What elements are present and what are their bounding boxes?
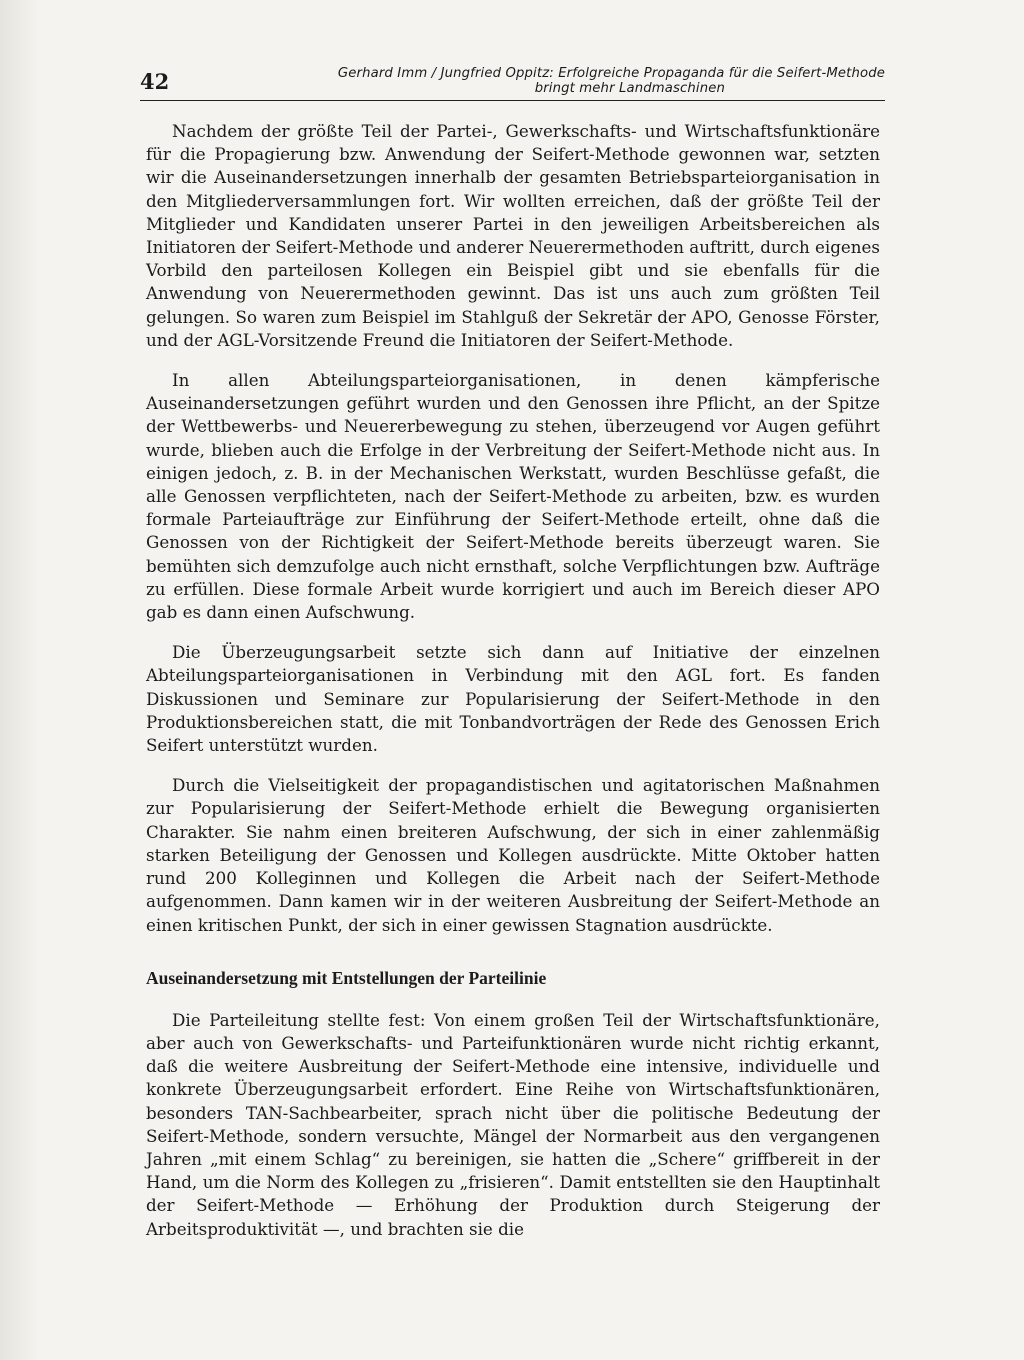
page-number: 42 (140, 69, 170, 94)
paragraph-1: Nachdem der größte Teil der Partei-, Gewerkschafts- und Wirtschaftsfunktionäre für die Propagierung bzw. Anwendung der Seifert-Methode gewonnen war, setzten wir die Auseinandersetzungen innerhalb der gesamten Betriebsparteiorganisation in den Mitgliederversammlungen fort. Wir wollten erreichen, daß der größte Teil der Mitglieder und Kandidaten unserer Partei in den jeweiligen Arbeitsbereichen als Initiatoren der Seifert-Methode und anderer Neuerermethoden auftritt, durch eigenes Vorbild den parteilosen Kollegen ein Beispiel gibt und sie ebenfalls für die Anwendung von Neuerermethoden gewinnt. Das ist uns auch zum größten Teil gelungen. So waren zum Beispiel im Stahlguß der Sekretär der APO, Genosse Förster, und der AGL-Vorsitzende Freund die Initiatoren der Seifert-Methode. (146, 121, 880, 350)
section-heading: Auseinandersetzung mit Entstellungen der Parteilinie (146, 967, 547, 988)
page-header (140, 66, 885, 101)
running-head (225, 66, 885, 96)
paragraph-2: In allen Abteilungsparteiorganisationen, in denen kämpferische Auseinandersetzungen geführt wurden und den Genossen ihre Pflicht, an der Spitze der Wettbewerbs- und Neuererbewegung zu stehen, überzeugend vor Augen geführt wurde, blieben auch die Erfolge in der Verbreitung der Seifert-Methode nicht aus. In einigen jedoch, z. B. in der Mechanischen Werkstatt, wurden Beschlüsse gefaßt, die alle Genossen verpflichteten, nach der Seifert-Methode zu arbeiten, bzw. es wurden formale Parteiaufträge zur Einführung der Seifert-Methode erteilt, ohne daß die Genossen von der Richtigkeit der Seifert-Methode bereits überzeugt waren. Sie bemühten sich demzufolge auch nicht ernsthaft, solche Verpflichtungen bzw. Aufträge zu erfüllen. Diese formale Arbeit wurde korrigiert und auch im Bereich dieser APO gab es dann einen Aufschwung. (146, 370, 880, 623)
page-edge-shadow (0, 0, 40, 1360)
paragraph-5: Die Parteileitung stellte fest: Von einem großen Teil der Wirtschaftsfunktionäre, aber auch von Gewerkschafts- und Parteifunktionären wurde nicht richtig erkannt, daß die weitere Ausbreitung der Seifert-Methode eine intensive, individuelle und konkrete Überzeugungsarbeit erfordert. Eine Reihe von Wirtschaftsfunktionären, besonders TAN-Sachbearbeiter, sprach nicht über die politische Bedeutung der Seifert-Methode, sondern versuchte, Mängel der Normarbeit aus den vergangenen Jahren „mit einem Schlag“ zu bereinigen, sie hatten die „Schere“ griffbereit in der Hand, um die Norm des Kollegen zu „frisieren“. Damit entstellten sie den Hauptinhalt der Seifert-Methode — Erhöhung der Produktion durch Steigerung der Arbeitsproduktivität —, und brachten sie die (146, 1009, 880, 1239)
paragraph-3: Die Überzeugungsarbeit setzte sich dann auf Initiative der einzelnen Abteilungsparteiorganisationen in Verbindung mit den AGL fort. Es fanden Diskussionen und Seminare zur Popularisierung der Seifert-Methode in den Produktionsbereichen statt, die mit Tonbandvorträgen der Rede des Genossen Erich Seifert unterstützt wurden. (146, 642, 880, 756)
running-head-line-2: bringt mehr Landmaschinen (534, 81, 725, 96)
body-text (146, 120, 880, 1258)
paragraph-4: Durch die Vielseitigkeit der propagandistischen und agitatorischen Maßnahmen zur Popularisierung der Seifert-Methode erhielt die Bewegung organisierten Charakter. Sie nahm einen breiteren Aufschwung, der sich in einer zahlenmäßig starken Beteiligung der Genossen und Kollegen ausdrückte. Mitte Oktober hatten rund 200 Kolleginnen und Kollegen die Arbeit nach der Seifert-Methode aufgenommen. Dann kamen wir in der weiteren Ausbreitung der Seifert-Methode an einen kritischen Punkt, der sich in einer gewissen Stagnation ausdrückte. (146, 775, 880, 935)
running-head-line-1: Gerhard Imm / Jungfried Oppitz: Erfolgreiche Propaganda für die Seifert-Methode (337, 66, 885, 81)
